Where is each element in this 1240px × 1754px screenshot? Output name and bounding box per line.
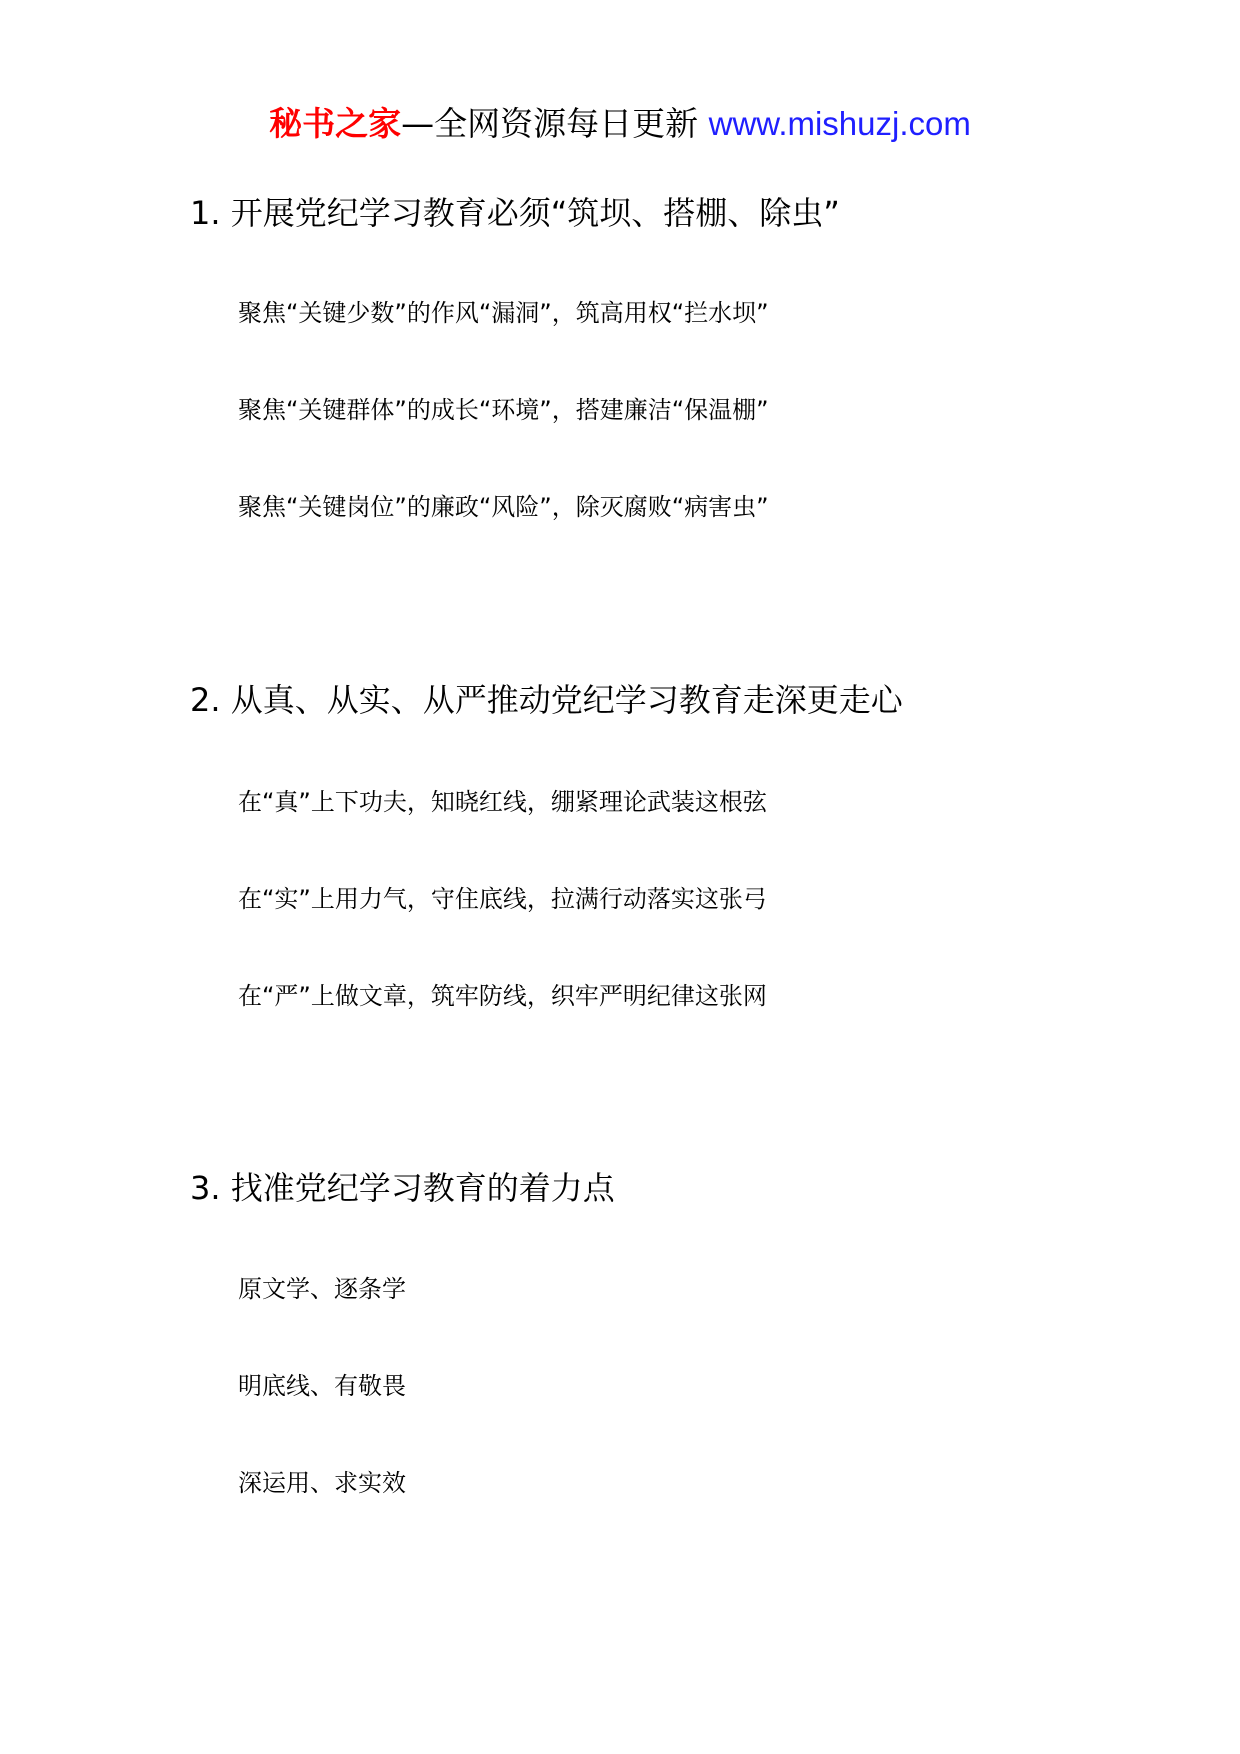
section-title: 1. 开展党纪学习教育必须“筑坝、搭棚、除虫” <box>190 194 840 232</box>
list-item: 在“真”上下功夫，知晓红线，绷紧理论武装这根弦 <box>238 788 767 816</box>
list-item: 在“严”上做文章，筑牢防线，织牢严明纪律这张网 <box>238 982 767 1010</box>
section-title: 3. 找准党纪学习教育的着力点 <box>190 1169 615 1207</box>
list-item: 原文学、逐条学 <box>238 1275 406 1303</box>
header-tagline: —全网资源每日更新 <box>401 104 699 143</box>
brand-name: 秘书之家 <box>269 104 402 143</box>
list-item: 深运用、求实效 <box>238 1469 406 1497</box>
page-header <box>0 102 1240 146</box>
site-url-link[interactable]: www.mishuzj.com <box>708 105 971 142</box>
section-title: 2. 从真、从实、从严推动党纪学习教育走深更走心 <box>190 681 903 719</box>
list-item: 聚焦“关键少数”的作风“漏洞”，筑高用权“拦水坝” <box>238 299 769 327</box>
list-item: 在“实”上用力气，守住底线，拉满行动落实这张弓 <box>238 885 767 913</box>
section-3 <box>190 1167 1190 1497</box>
list-item: 明底线、有敬畏 <box>238 1372 406 1400</box>
section-1 <box>190 192 1190 521</box>
list-item: 聚焦“关键群体”的成长“环境”，搭建廉洁“保温棚” <box>238 396 769 424</box>
list-item: 聚焦“关键岗位”的廉政“风险”，除灭腐败“病害虫” <box>238 493 769 521</box>
section-2 <box>190 679 1190 1010</box>
